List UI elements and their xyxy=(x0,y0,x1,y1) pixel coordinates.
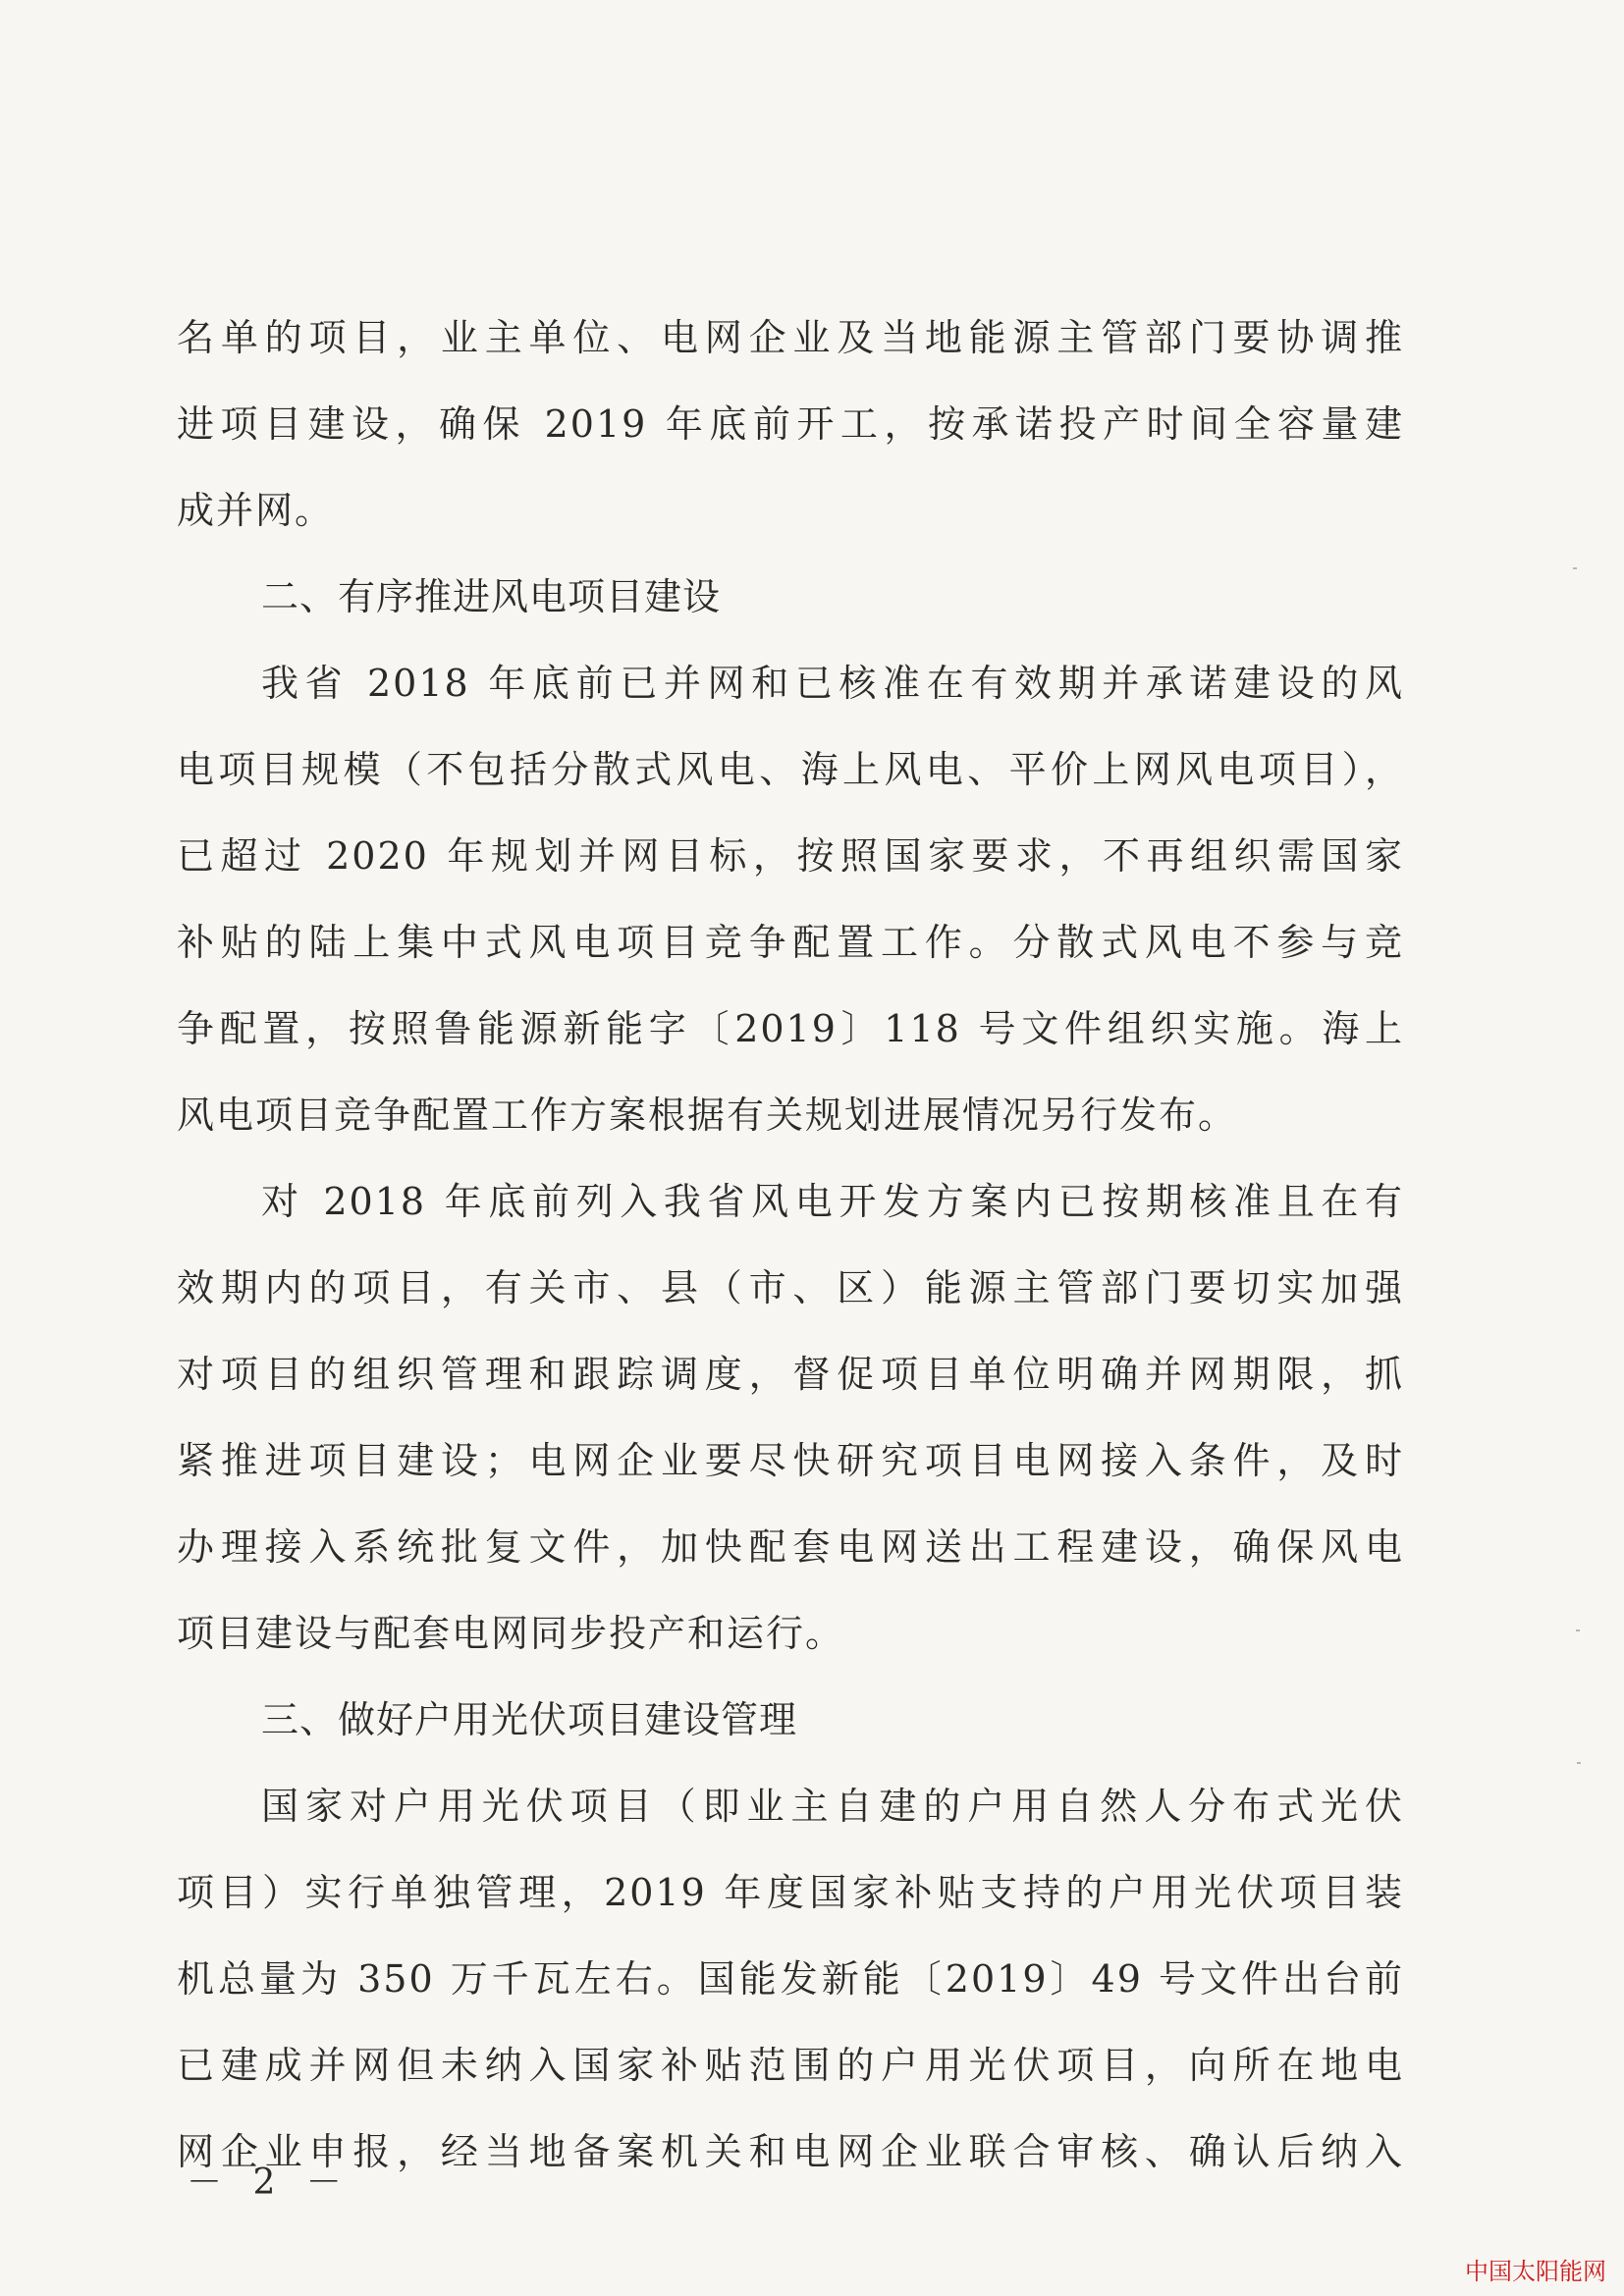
text-line: 我省 2018 年底前已并网和已核准在有效期并承诺建设的风 xyxy=(261,662,1404,705)
text-line: 对项目的组织管理和跟踪调度，督促项目单位明确并网期限，抓 xyxy=(177,1353,1404,1396)
text-line: 国家对户用光伏项目（即业主自建的户用自然人分布式光伏 xyxy=(261,1785,1404,1828)
text-line: 争配置，按照鲁能源新能字〔2019〕118 号文件组织实施。海上 xyxy=(177,1007,1404,1050)
section-heading: 二、有序推进风电项目建设 xyxy=(261,575,722,618)
text-line: 风电项目竞争配置工作方案根据有关规划进展情况另行发布。 xyxy=(177,1094,1238,1137)
page-number: － 2 － xyxy=(187,2163,352,2203)
scan-speck xyxy=(1577,1762,1581,1764)
text-line: 对 2018 年底前列入我省风电开发方案内已按期核准且在有 xyxy=(261,1180,1404,1223)
text-line: 已建成并网但未纳入国家补贴范围的户用光伏项目，向所在地电 xyxy=(177,2044,1404,2087)
scan-speck xyxy=(1573,567,1577,569)
text-line: 机总量为 350 万千瓦左右。国能发新能〔2019〕49 号文件出台前 xyxy=(177,1957,1404,2001)
text-line: 项目）实行单独管理，2019 年度国家补贴支持的户用光伏项目装 xyxy=(177,1871,1404,1914)
text-line: 已超过 2020 年规划并网目标，按照国家要求，不再组织需国家 xyxy=(177,834,1404,878)
text-line: 网企业申报，经当地备案机关和电网企业联合审核、确认后纳入 xyxy=(177,2130,1404,2173)
text-line: 进项目建设，确保 2019 年底前开工，按承诺投产时间全容量建 xyxy=(177,402,1404,446)
text-line: 名单的项目，业主单位、电网企业及当地能源主管部门要协调推 xyxy=(177,316,1404,359)
text-line: 效期内的项目，有关市、县（市、区）能源主管部门要切实加强 xyxy=(177,1266,1404,1309)
text-line: 项目建设与配套电网同步投产和运行。 xyxy=(177,1612,845,1655)
document-body xyxy=(177,294,1404,2195)
section-heading: 三、做好户用光伏项目建设管理 xyxy=(261,1698,798,1741)
text-line: 补贴的陆上集中式风电项目竞争配置工作。分散式风电不参与竞 xyxy=(177,921,1404,964)
text-line: 紧推进项目建设；电网企业要尽快研究项目电网接入条件，及时 xyxy=(177,1439,1404,1482)
text-line: 办理接入系统批复文件，加快配套电网送出工程建设，确保风电 xyxy=(177,1525,1404,1569)
text-line: 成并网。 xyxy=(177,489,335,532)
scan-speck xyxy=(1576,1629,1580,1631)
watermark: 中国太阳能网 xyxy=(1465,2258,1606,2285)
text-line: 电项目规模（不包括分散式风电、海上风电、平价上网风电项目）， xyxy=(177,748,1404,791)
